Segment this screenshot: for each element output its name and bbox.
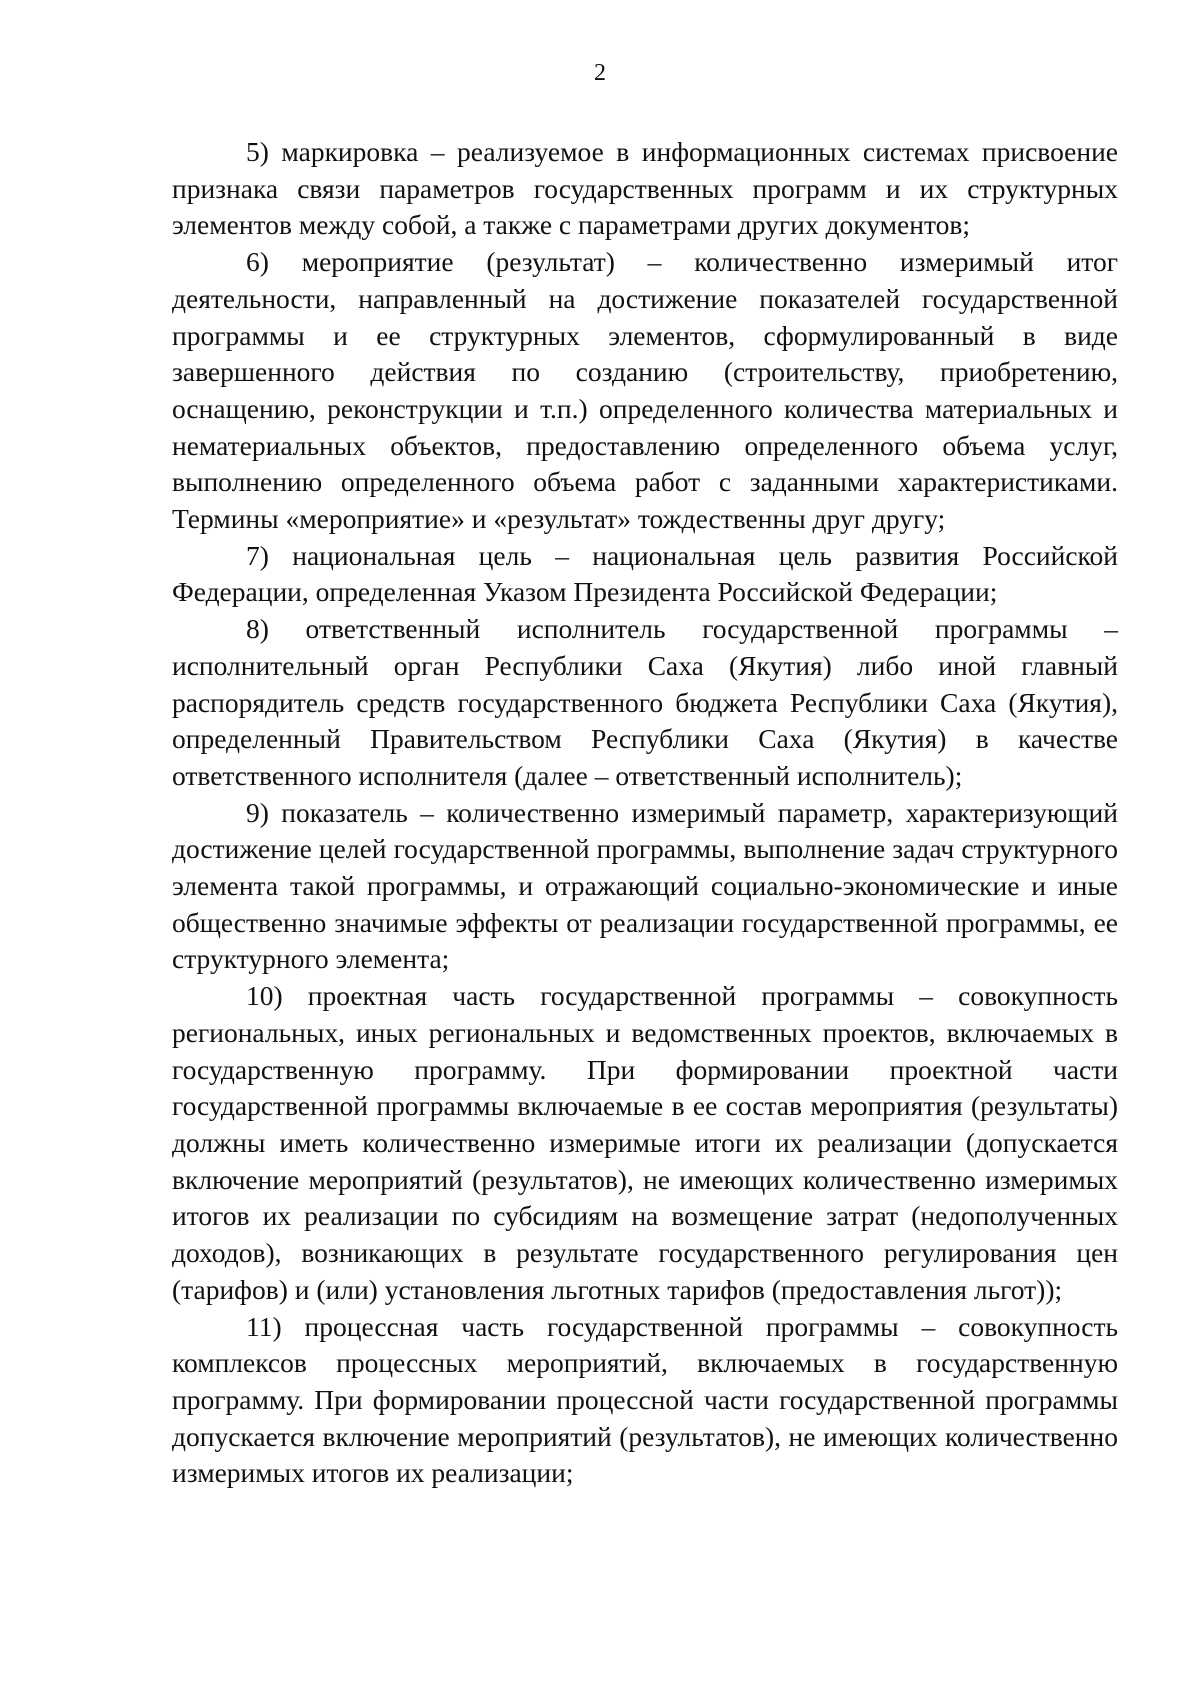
- paragraph-item-8: 8) ответственный исполнитель государственной программы – исполнительный орган Республики Саха (Якутия) либо иной главный распорядитель средств государственного бюджета Республики Саха (Якутия), определенный Правительством Республики Саха (Якутия) в качестве ответственного исполнителя (далее – ответственный исполнитель);: [172, 613, 1118, 791]
- paragraph-item-9: 9) показатель – количественно измеримый параметр, характеризующий достижение целей государственной программы, выполнение задач структурного элемента такой программы, и отражающий социально-экономические и иные общественно значимые эффекты от реализации государственной программы, ее структурного элемента;: [172, 796, 1118, 975]
- page-number: 2: [594, 60, 606, 86]
- document-body: [172, 134, 1118, 1492]
- paragraph-item-10: 10) проектная часть государственной программы – совокупность региональных, иных региональных и ведомственных проектов, включаемых в государственную программу. При формировании проектной части государственной программы включаемые в ее состав мероприятия (результаты) должны иметь количественно измеримые итоги их реализации (допускается включение мероприятий (результатов), не имеющих количественно измеримых итогов их реализации по субсидиям на возмещение затрат (недополученных доходов), возникающих в результате государственного регулирования цен (тарифов) и (или) установления льготных тарифов (предоставления льгот));: [172, 980, 1118, 1305]
- paragraph-item-6: 6) мероприятие (результат) – количественно измеримый итог деятельности, направленный на достижение показателей государственной программы и ее структурных элементов, сформулированный в виде завершенного действия по созданию (строительству, приобретению, оснащению, реконструкции и т.п.) определенного количества материальных и нематериальных объектов, предоставлению определенного объема услуг, выполнению определенного объема работ с заданными характеристиками. Термины «мероприятие» и «результат» тождественны друг другу;: [172, 246, 1118, 535]
- paragraph-item-7: 7) национальная цель – национальная цель развития Российской Федерации, определенная Указом Президента Российской Федерации;: [172, 539, 1118, 608]
- paragraph-item-5: 5) маркировка – реализуемое в информационных системах присвоение признака связи параметров государственных программ и их структурных элементов между собой, а также с параметрами других документов;: [172, 136, 1118, 241]
- paragraph-item-11: 11) процессная часть государственной программы – совокупность комплексов процессных мероприятий, включаемых в государственную программу. При формировании процессной части государственной программы допускается включение мероприятий (результатов), не имеющих количественно измеримых итогов их реализации;: [172, 1310, 1118, 1489]
